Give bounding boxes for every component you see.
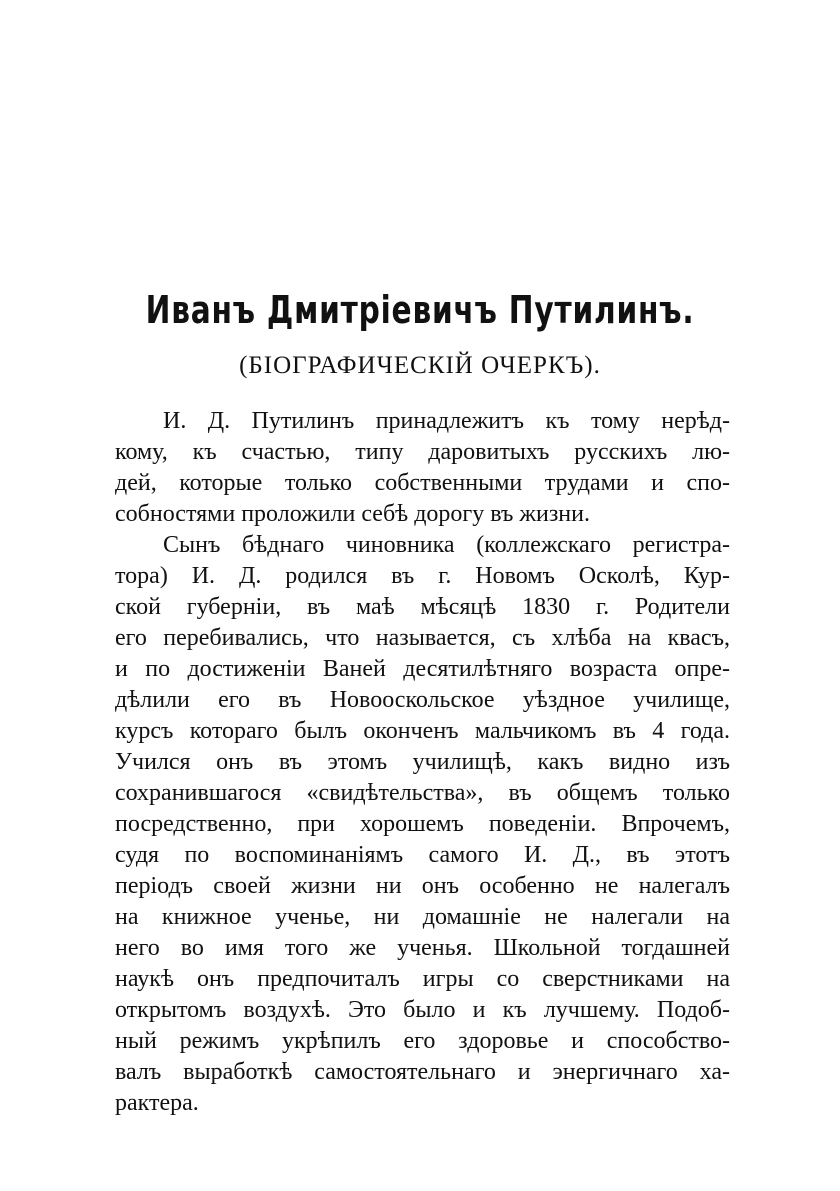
text-line: и по достиженіи Ваней десятилѣтняго возраста опре- [115, 656, 730, 682]
text-line: него во имя того же ученья. Школьной тогдашней [115, 935, 730, 961]
text-line: періодъ своей жизни ни онъ особенно не налегалъ [115, 873, 730, 899]
page-subtitle: (БІОГРАФИЧЕСКІЙ ОЧЕРКЪ). [239, 352, 601, 379]
text-line: его перебивались, что называется, съ хлѣба на квасъ, [115, 625, 730, 651]
text-line: кому, къ счастью, типу даровитыхъ русскихъ лю- [115, 439, 730, 465]
text-line: ный режимъ укрѣпилъ его здоровье и способство- [115, 1028, 730, 1054]
text-line: сохранившагося «свидѣтельства», въ общемъ только [115, 780, 730, 806]
text-line: рактера. [115, 1090, 199, 1116]
text-line: на книжное ученье, ни домашніе не налегали на [115, 904, 730, 930]
text-line: открытомъ воздухѣ. Это было и къ лучшему. Подоб- [115, 997, 730, 1023]
text-line: ской губерніи, въ маѣ мѣсяцѣ 1830 г. Родители [115, 594, 730, 620]
text-line: тора) И. Д. родился въ г. Новомъ Осколѣ, Кур- [115, 563, 730, 589]
text-line: дей, которые только собственными трудами и спо- [115, 470, 730, 496]
text-line: судя по воспоминаніямъ самого И. Д., въ этотъ [115, 842, 730, 868]
text-line: посредственно, при хорошемъ поведеніи. Впрочемъ, [115, 811, 730, 837]
text-line: собностями проложили себѣ дорогу въ жизни. [115, 501, 590, 527]
text-line: дѣлили его въ Новооскольское уѣздное училище, [115, 687, 730, 713]
page-title: Иванъ Дмитріевичъ Путилинъ. [145, 288, 695, 332]
text-line: валъ выработкѣ самостоятельнаго и энергичнаго ха- [115, 1059, 730, 1085]
text-line: курсъ котораго былъ оконченъ мальчикомъ въ 4 года. [115, 718, 730, 744]
text-line: И. Д. Путилинъ принадлежитъ къ тому нерѣд- [163, 408, 730, 434]
body-text [115, 406, 730, 1119]
text-line: наукѣ онъ предпочиталъ игры со сверстниками на [115, 966, 730, 992]
text-line: Сынъ бѣднаго чиновника (коллежскаго регистра- [163, 532, 730, 558]
text-line: Учился онъ въ этомъ училищѣ, какъ видно изъ [115, 749, 730, 775]
